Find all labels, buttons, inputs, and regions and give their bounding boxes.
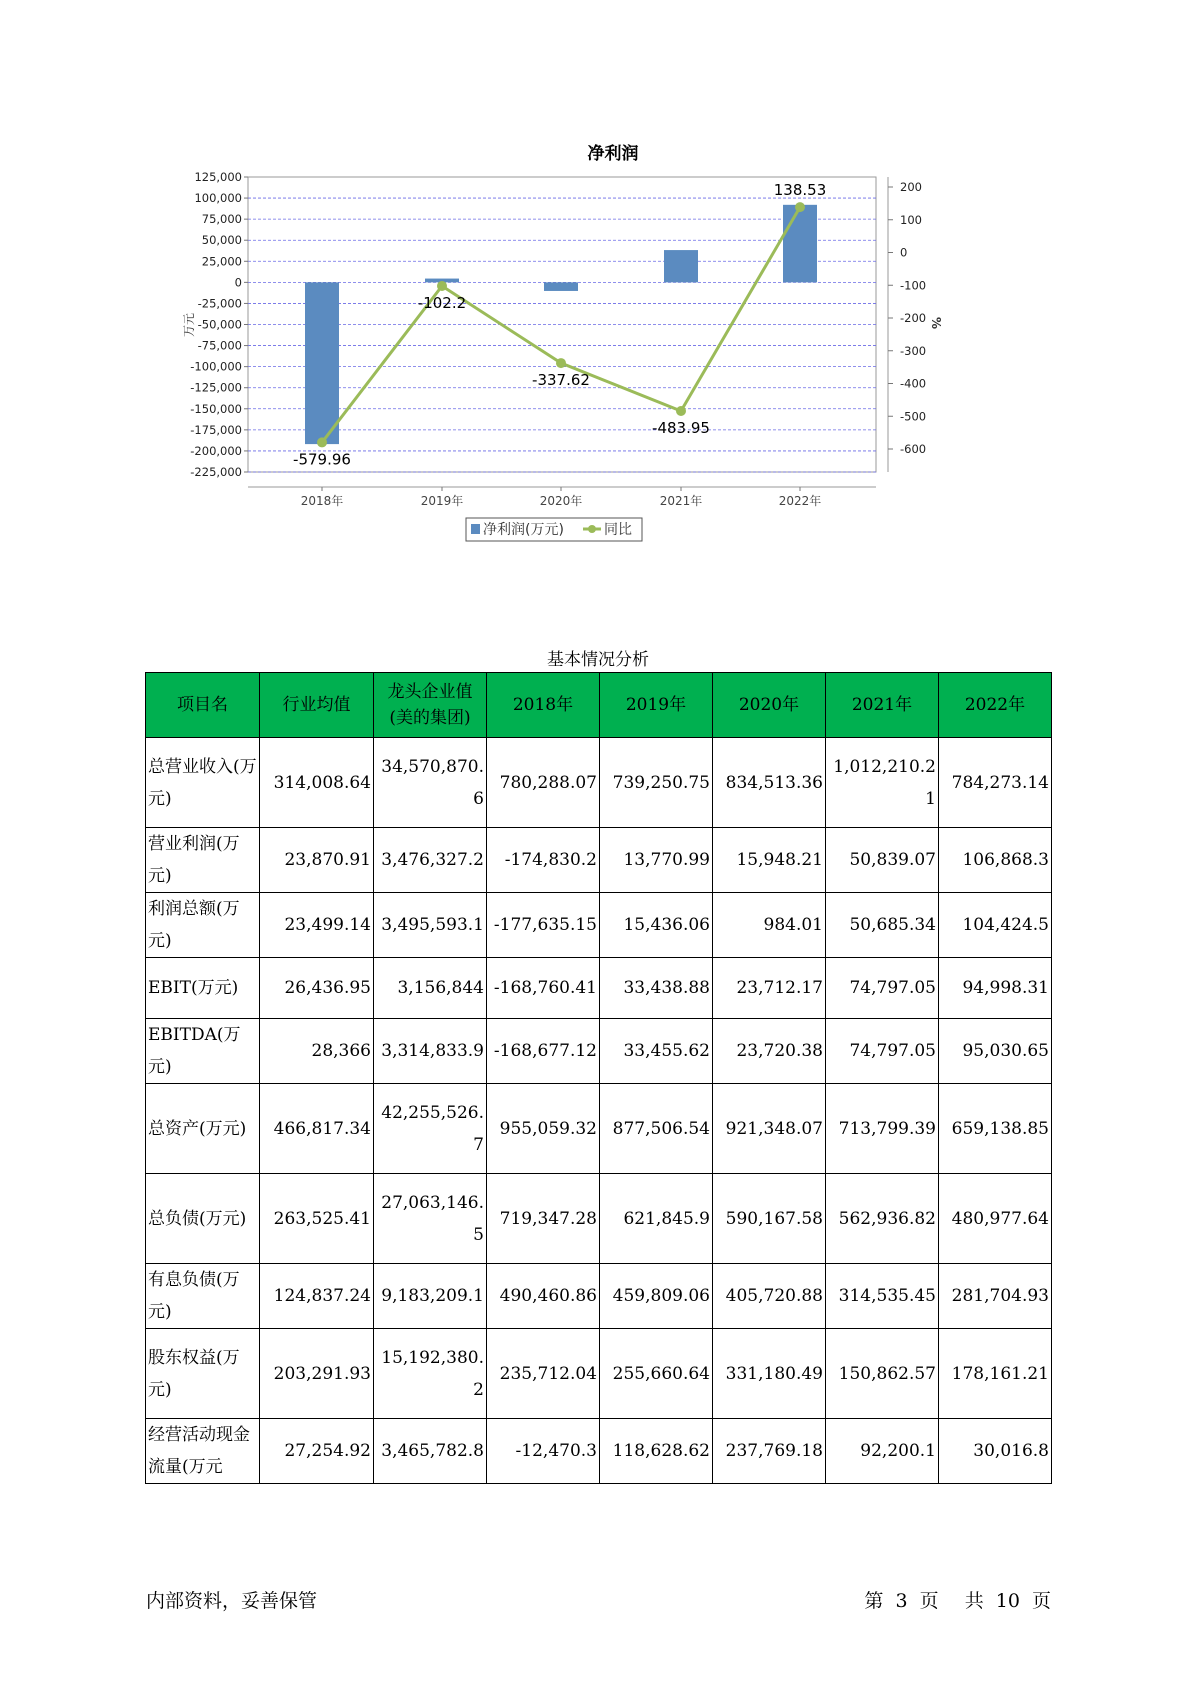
- table-cell: 466,817.34: [260, 1084, 374, 1174]
- header-cell: 龙头企业值(美的集团): [374, 673, 487, 738]
- legend-line-label: 同比: [604, 522, 632, 538]
- table-cell: 150,862.57: [826, 1329, 939, 1419]
- table-cell: 3,465,782.8: [374, 1419, 487, 1484]
- row-label: 总负债(万元): [146, 1174, 260, 1264]
- table-cell: 405,720.88: [713, 1264, 826, 1329]
- table-cell: 459,809.06: [600, 1264, 713, 1329]
- bar-net-profit: [305, 282, 339, 444]
- table-cell: 27,063,146.5: [374, 1174, 487, 1264]
- table-cell: 15,436.06: [600, 893, 713, 958]
- table-cell: 23,499.14: [260, 893, 374, 958]
- left-tick-label: -25,000: [197, 296, 242, 311]
- footer-confidential: 内部资料，妥善保管: [146, 1590, 318, 1612]
- right-axis-label: %: [929, 316, 943, 330]
- table-cell: 3,156,844: [374, 958, 487, 1019]
- left-axis-label: 万元: [182, 312, 196, 338]
- table-cell: 713,799.39: [826, 1084, 939, 1174]
- left-tick-label: -175,000: [190, 422, 242, 437]
- table-cell: 26,436.95: [260, 958, 374, 1019]
- row-label: 总资产(万元): [146, 1084, 260, 1174]
- table-cell: 9,183,209.1: [374, 1264, 487, 1329]
- table-cell: 15,192,380.2: [374, 1329, 487, 1419]
- page-label: 页: [919, 1590, 939, 1612]
- header-cell: 2022年: [939, 673, 1052, 738]
- yoy-point: [676, 406, 686, 416]
- table-cell: 984.01: [713, 893, 826, 958]
- table-cell: 237,769.18: [713, 1419, 826, 1484]
- table-cell: 203,291.93: [260, 1329, 374, 1419]
- table-row: [146, 1019, 1052, 1084]
- left-tick-label: -75,000: [197, 338, 242, 353]
- table-cell: 92,200.1: [826, 1419, 939, 1484]
- table-cell: 95,030.65: [939, 1019, 1052, 1084]
- left-tick-label: -50,000: [197, 317, 242, 332]
- table-cell: -168,760.41: [487, 958, 600, 1019]
- table-cell: 3,314,833.9: [374, 1019, 487, 1084]
- table-cell: 118,628.62: [600, 1419, 713, 1484]
- page-label: 共: [964, 1590, 984, 1612]
- left-tick-label: -125,000: [190, 380, 242, 395]
- table-row: [146, 1419, 1052, 1484]
- table-row: [146, 958, 1052, 1019]
- x-tick-label: 2020年: [539, 494, 583, 508]
- header-cell: 行业均值: [260, 673, 374, 738]
- table-cell: 255,660.64: [600, 1329, 713, 1419]
- bar-net-profit: [664, 250, 698, 282]
- table-cell: 955,059.32: [487, 1084, 600, 1174]
- page-label: 第: [864, 1590, 884, 1612]
- left-tick-label: 100,000: [194, 191, 242, 206]
- left-tick-label: -225,000: [190, 465, 242, 479]
- left-tick-label: 0: [234, 275, 242, 290]
- table-cell: 739,250.75: [600, 738, 713, 828]
- right-tick-label: -100: [900, 278, 927, 293]
- table-cell: 331,180.49: [713, 1329, 826, 1419]
- net-profit-chart: [180, 135, 1020, 595]
- right-tick-label: 200: [900, 180, 922, 194]
- table-cell: 33,438.88: [600, 958, 713, 1019]
- row-label: EBITDA(万元): [146, 1019, 260, 1084]
- table-row: [146, 1174, 1052, 1264]
- table-row: [146, 828, 1052, 893]
- table-cell: 314,535.45: [826, 1264, 939, 1329]
- table-cell: 23,712.17: [713, 958, 826, 1019]
- table-cell: 74,797.05: [826, 958, 939, 1019]
- table-cell: -12,470.3: [487, 1419, 600, 1484]
- bar-net-profit: [783, 205, 817, 283]
- yoy-data-label: -102.2: [417, 293, 467, 312]
- table-cell: 106,868.3: [939, 828, 1052, 893]
- left-tick-label: 75,000: [201, 212, 242, 227]
- header-cell: 2020年: [713, 673, 826, 738]
- table-cell: 13,770.99: [600, 828, 713, 893]
- page-current: 3: [895, 1590, 908, 1612]
- right-tick-label: -200: [900, 311, 927, 325]
- bar-net-profit: [544, 282, 578, 291]
- table-cell: 281,704.93: [939, 1264, 1052, 1329]
- table-cell: 50,685.34: [826, 893, 939, 958]
- yoy-point: [795, 202, 805, 212]
- table-cell: 834,513.36: [713, 738, 826, 828]
- page-label: 页: [1031, 1590, 1051, 1612]
- chart-title: 净利润: [587, 144, 639, 164]
- left-tick-label: -150,000: [190, 401, 242, 416]
- right-tick-label: 0: [900, 245, 908, 260]
- table-cell: 3,476,327.2: [374, 828, 487, 893]
- x-tick-label: 2021年: [659, 494, 703, 508]
- table-cell: 3,495,593.1: [374, 893, 487, 958]
- header-cell: 2018年: [487, 673, 600, 738]
- table-header-row: [146, 673, 1052, 738]
- table-cell: 74,797.05: [826, 1019, 939, 1084]
- left-tick-label: -200,000: [190, 443, 242, 458]
- table-cell: 104,424.5: [939, 893, 1052, 958]
- row-label: 营业利润(万元): [146, 828, 260, 893]
- table-row: [146, 1264, 1052, 1329]
- table-caption: 基本情况分析: [547, 650, 649, 670]
- plot-frame: [248, 177, 876, 472]
- yoy-point: [556, 358, 566, 368]
- table-cell: 314,008.64: [260, 738, 374, 828]
- table-cell: 33,455.62: [600, 1019, 713, 1084]
- footer-page-number: [858, 1586, 1051, 1613]
- row-label: 利润总额(万元): [146, 893, 260, 958]
- basic-analysis-table: [145, 672, 1052, 1484]
- table-cell: 780,288.07: [487, 738, 600, 828]
- x-tick-label: 2018年: [300, 494, 344, 508]
- table-cell: 28,366: [260, 1019, 374, 1084]
- left-tick-label: -100,000: [190, 359, 242, 374]
- row-label: 股东权益(万元): [146, 1329, 260, 1419]
- table-cell: 15,948.21: [713, 828, 826, 893]
- row-label: 总营业收入(万元): [146, 738, 260, 828]
- header-cell: 项目名: [146, 673, 260, 738]
- yoy-point: [317, 437, 327, 447]
- table-cell: -177,635.15: [487, 893, 600, 958]
- table-cell: 480,977.64: [939, 1174, 1052, 1264]
- yoy-data-label: -337.62: [532, 371, 590, 390]
- table-cell: 621,845.9: [600, 1174, 713, 1264]
- table-cell: 30,016.8: [939, 1419, 1052, 1484]
- table-row: [146, 893, 1052, 958]
- header-cell: 2019年: [600, 673, 713, 738]
- table-cell: 94,998.31: [939, 958, 1052, 1019]
- table-cell: 42,255,526.7: [374, 1084, 487, 1174]
- header-cell: 2021年: [826, 673, 939, 738]
- row-label: EBIT(万元): [146, 958, 260, 1019]
- table-cell: 921,348.07: [713, 1084, 826, 1174]
- table-cell: 27,254.92: [260, 1419, 374, 1484]
- table-cell: 719,347.28: [487, 1174, 600, 1264]
- right-tick-label: -600: [900, 442, 927, 456]
- row-label: 经营活动现金流量(万元: [146, 1419, 260, 1484]
- table-cell: 1,012,210.21: [826, 738, 939, 828]
- table-cell: 23,720.38: [713, 1019, 826, 1084]
- yoy-data-label: -579.96: [293, 450, 351, 469]
- table-row: [146, 1329, 1052, 1419]
- table-cell: 590,167.58: [713, 1174, 826, 1264]
- left-tick-label: 50,000: [201, 233, 242, 248]
- left-tick-label: 25,000: [201, 254, 242, 269]
- yoy-data-label: -483.95: [652, 418, 710, 437]
- table-cell: 178,161.21: [939, 1329, 1052, 1419]
- table-cell: 263,525.41: [260, 1174, 374, 1264]
- right-tick-label: -400: [900, 376, 927, 391]
- table-row: [146, 738, 1052, 828]
- table-cell: 124,837.24: [260, 1264, 374, 1329]
- legend-line-marker: [588, 525, 596, 533]
- table-cell: 34,570,870.6: [374, 738, 487, 828]
- x-tick-label: 2019年: [420, 494, 464, 508]
- left-tick-label: 125,000: [194, 170, 242, 184]
- x-tick-label: 2022年: [778, 494, 822, 508]
- table-cell: 23,870.91: [260, 828, 374, 893]
- right-tick-label: 100: [900, 212, 922, 227]
- table-cell: 659,138.85: [939, 1084, 1052, 1174]
- table-cell: 490,460.86: [487, 1264, 600, 1329]
- table-cell: -168,677.12: [487, 1019, 600, 1084]
- legend-bar-swatch: [471, 524, 480, 534]
- legend-bar-label: 净利润(万元): [483, 522, 564, 538]
- table-cell: 235,712.04: [487, 1329, 600, 1419]
- table-cell: 562,936.82: [826, 1174, 939, 1264]
- table-cell: 784,273.14: [939, 738, 1052, 828]
- table-cell: -174,830.2: [487, 828, 600, 893]
- page-total: 10: [995, 1590, 1020, 1612]
- table-cell: 877,506.54: [600, 1084, 713, 1174]
- table-row: [146, 1084, 1052, 1174]
- yoy-point: [437, 281, 447, 291]
- right-tick-label: -300: [900, 343, 927, 358]
- right-tick-label: -500: [900, 409, 927, 424]
- table-cell: 50,839.07: [826, 828, 939, 893]
- yoy-data-label: 138.53: [773, 181, 827, 200]
- row-label: 有息负债(万元): [146, 1264, 260, 1329]
